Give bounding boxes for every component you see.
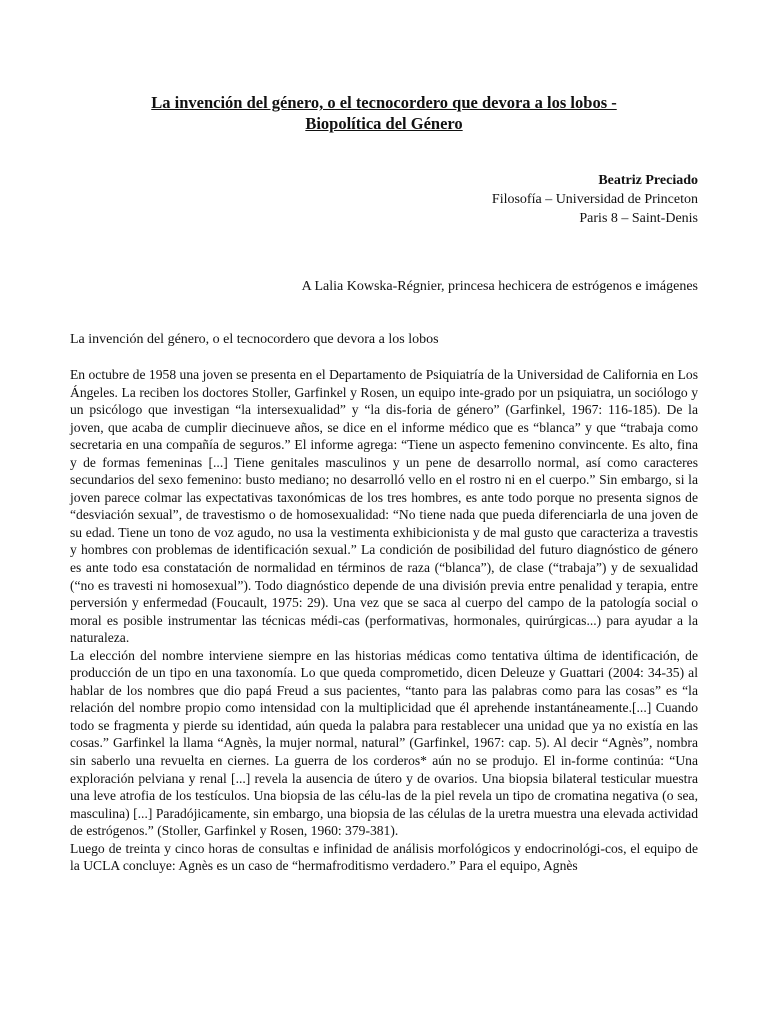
paragraph: Luego de treinta y cinco horas de consultas e infinidad de análisis morfológicos y endocrinológi-cos, el equipo de la UCLA concluye: Agnès es un caso de “hermafroditismo verdadero.” Para el equipo, Agnès [70, 840, 698, 874]
paragraph: En octubre de 1958 una joven se presenta en el Departamento de Psiquiatría de la Universidad de California en Los Ángeles. La reciben los doctores Stoller, Garfinkel y Rosen, un equipo inte-grado por un psiquiatra, un sociólogo y un psicólogo que investigan “la intersexualidad” y “la dis-foria de género” (Garfinkel, 1967: 116-185). De la joven, que acaba de cumplir diecinueve años, se dice en el informe médico que es “blanca” y que “trabaja como secretaria en una compañía de seguros.” El informe agrega: “Tiene un aspecto femenino convincente. Es alto, fina y de formas femeninas [...] Tiene genitales masculinos y un pene de desarrollo normal, así como caracteres secundarios del sexo femenino: busto mediano; no desarrolló vello en el rostro ni en el cuerpo.” Sin embargo, si la joven parece colmar las expectativas taxonómicas de los tres hombres, es ante todo porque no presenta signos de “desviación sexual”, de travestismo o de homosexualidad: “No tiene nada que pueda diferenciarla de una joven de su edad. Tiene un tono de voz agudo, no usa la vestimenta exhibicionista y de mal gusto que caracteriza a travestis y hombres con problemas de identificación sexual.” La condición de posibilidad del futuro diagnóstico de género es ante todo esa constatación de normalidad en términos de raza (“blanca”), de clase (“trabaja”) y de sexualidad (“no es travesti ni homosexual”). Todo diagnóstico depende de una división previa entre penalidad y terapia, entre perversión y enfermedad (Foucault, 1975: 29). Una vez que se saca al cuerpo del campo de la patología social o moral es posible instrumentar las técnicas médi-cas (performativas, hormonales, quirúrgicas...) para ayudar a la naturaleza. [70, 367, 698, 646]
section-title: La invención del género, o el tecnocordero que devora a los lobos [70, 332, 439, 347]
author-affiliation-2: Paris 8 – Saint-Denis [579, 211, 698, 226]
paragraph: La elección del nombre interviene siempre en las historias médicas como tentativa última de identificación, de producción de un tipo en una taxonomía. Lo que queda comprometido, dicen Deleuze y Guattari (2004: 34-35) al hablar de los nombres que dio papá Freud a sus pacientes, “tanto para las palabras como para las cosas” es “la relación del nombre propio como intensidad con la multiplicidad que él aprehende instantáneamente.[...] Cuando todo se fragmenta y pierde su identidad, aún queda la palabra para restablecer una unidad que ya no existía en las cosas.” Garfinkel la llama “Agnès, la mujer normal, natural” (Garfinkel, 1967: cap. 5). Al decir “Agnès”, nombra sin saberlo una revuelta en ciernes. La guerra de los corderos* aún no se produjo. El in-forme continúa: “Una exploración pelviana y renal [...] revela la ausencia de útero y de ovarios. Una biopsia bilateral testicular muestra una leve atrofia de los testículos. Una biopsia de las célu-las de la piel revela un tipo de cromatina negativa (o sea, masculina) [...] Paradójicamente, sin embargo, una biopsia de las células de la uretra muestra una elevada actividad de estrógenos.” (Stoller, Garfinkel y Rosen, 1960: 379-381). [70, 647, 698, 839]
document-title [70, 92, 698, 134]
title-line-2: Biopolítica del Género [305, 114, 463, 133]
author-name: Beatriz Preciado [598, 173, 698, 188]
body-text [70, 366, 698, 875]
dedication: A Lalia Kowska-Régnier, princesa hechicera de estrógenos e imágenes [301, 279, 698, 294]
title-line-1: La invención del género, o el tecnocordero que devora a los lobos - [151, 93, 617, 112]
author-block [492, 171, 698, 228]
author-affiliation-1: Filosofía – Universidad de Princeton [491, 192, 698, 207]
